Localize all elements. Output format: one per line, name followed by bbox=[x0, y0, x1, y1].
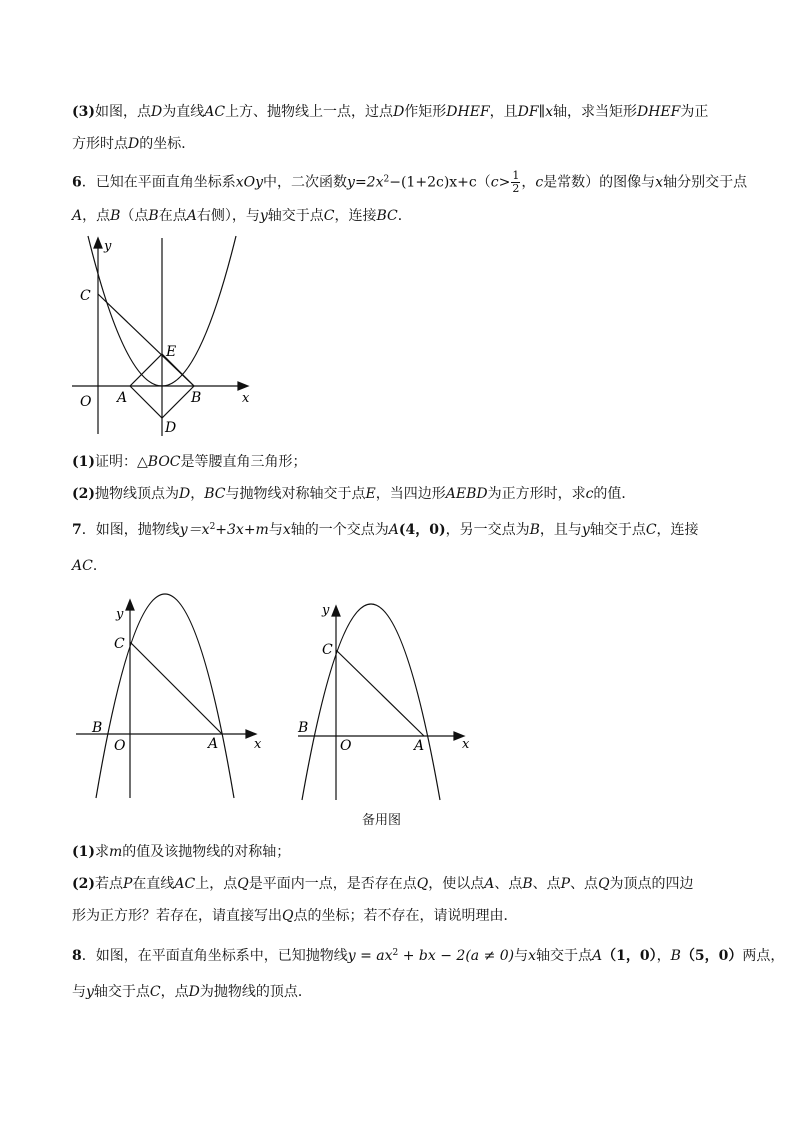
backup-figure-caption: 备用图 bbox=[362, 813, 402, 828]
q5-part3-line1 bbox=[72, 102, 708, 122]
var-d: D bbox=[188, 984, 200, 1000]
var-y: y bbox=[259, 208, 268, 224]
text: 两点， bbox=[742, 948, 785, 964]
var-ac: AC bbox=[174, 876, 196, 892]
var-boc: BOC bbox=[147, 454, 181, 470]
text: 上，点 bbox=[195, 876, 238, 892]
label-x: x bbox=[462, 737, 470, 752]
parabola bbox=[96, 594, 234, 798]
label-o: O bbox=[80, 394, 92, 410]
q6-figure bbox=[70, 234, 270, 440]
q7-part1 bbox=[72, 842, 290, 862]
var-ac: AC bbox=[72, 558, 93, 574]
label-x: x bbox=[242, 391, 250, 406]
text: 轴交于点 bbox=[536, 948, 593, 964]
fraction bbox=[511, 170, 520, 195]
var-d: D bbox=[128, 136, 140, 152]
y-axis-arrow-icon bbox=[126, 600, 134, 610]
q7-line1 bbox=[72, 520, 699, 540]
coordinate: (4，0) bbox=[398, 522, 446, 538]
text: 在直线 bbox=[132, 876, 175, 892]
part-label: (3) bbox=[72, 104, 95, 120]
q6-part2 bbox=[72, 484, 635, 504]
var-aebd: AEBD bbox=[445, 486, 488, 502]
coordinate: （5，0） bbox=[680, 948, 743, 964]
function: y = ax bbox=[347, 948, 393, 964]
y-axis-arrow-icon bbox=[94, 238, 102, 248]
var-d: D bbox=[179, 486, 191, 502]
part-label: (2) bbox=[72, 486, 95, 502]
function: −(1+2c)x+c bbox=[389, 174, 477, 191]
var-x: x bbox=[545, 104, 553, 120]
text: 轴交于点 bbox=[93, 984, 150, 1000]
var-bc: BC bbox=[376, 208, 398, 224]
text: ，且与 bbox=[539, 522, 582, 538]
text: ．已知在平面直角坐标系 bbox=[81, 174, 236, 191]
var-bc: BC bbox=[204, 486, 226, 502]
text: 轴交于点 bbox=[267, 208, 324, 224]
text: ，点 bbox=[82, 208, 111, 224]
text: 为顶点的四边 bbox=[609, 876, 694, 892]
var-d: D bbox=[393, 104, 405, 120]
q7-part2-line1 bbox=[72, 874, 694, 894]
question-number: 6 bbox=[72, 174, 82, 191]
text: 轴交于点 bbox=[589, 522, 646, 538]
q6-line2 bbox=[72, 206, 412, 226]
q8-line1 bbox=[72, 946, 784, 966]
var-q: Q bbox=[282, 908, 294, 924]
text: 是等腰直角三角形； bbox=[180, 454, 307, 470]
function: + bx − 2 bbox=[398, 948, 466, 964]
text: 的坐标． bbox=[139, 136, 196, 152]
label-o: O bbox=[114, 738, 126, 754]
q7-line2 bbox=[72, 556, 107, 576]
text: 作矩形 bbox=[404, 104, 447, 120]
text: 若点 bbox=[95, 876, 123, 892]
var-a: A bbox=[186, 208, 197, 224]
function: +3x+m bbox=[215, 522, 269, 538]
text: 轴分别交于点 bbox=[663, 174, 748, 191]
text: 与抛物线对称轴交于点 bbox=[225, 486, 366, 502]
var-x: x bbox=[528, 948, 537, 964]
var-a: A bbox=[388, 522, 399, 538]
text: ，且 bbox=[489, 104, 518, 120]
var-y: y bbox=[581, 522, 590, 538]
text: 为直线 bbox=[162, 104, 205, 120]
var-c: c bbox=[490, 174, 499, 191]
q7-figure-main bbox=[74, 588, 274, 802]
var-a: A bbox=[72, 208, 83, 224]
text: 点的坐标；若不存在，请说明理由． bbox=[293, 908, 518, 924]
text: 证明：△ bbox=[95, 454, 148, 470]
var-c: c bbox=[535, 174, 544, 191]
text: 上方、抛物线上一点，过点 bbox=[225, 104, 394, 120]
var-b: B bbox=[110, 208, 121, 224]
var-a: A bbox=[484, 876, 495, 892]
coordinate: （1，0） bbox=[602, 948, 657, 964]
var-q: Q bbox=[416, 876, 429, 892]
text: 为抛物线的顶点． bbox=[199, 984, 312, 1000]
text: 与 bbox=[72, 984, 86, 1000]
part-label: (2) bbox=[72, 876, 95, 892]
var-x: x bbox=[282, 522, 291, 538]
text: 与 bbox=[514, 948, 529, 964]
text: ，连接 bbox=[656, 522, 699, 538]
label-d: D bbox=[165, 420, 177, 436]
var-y: y bbox=[86, 984, 94, 1000]
question-number: 7 bbox=[72, 522, 82, 538]
var-q: Q bbox=[598, 876, 610, 892]
label-y: y bbox=[116, 607, 124, 622]
text: 形为正方形？若存在，请直接写出 bbox=[72, 908, 282, 924]
var-b: B bbox=[148, 208, 159, 224]
q7-figure-backup bbox=[296, 600, 476, 802]
var-p: P bbox=[560, 876, 571, 892]
text: ． bbox=[397, 208, 412, 224]
label-y: y bbox=[104, 239, 112, 254]
var-c: C bbox=[149, 984, 161, 1000]
fraction-denominator: 2 bbox=[512, 182, 520, 195]
text: 轴，求当矩形 bbox=[553, 104, 637, 120]
text: 是常数）的图像与 bbox=[543, 174, 656, 191]
label-a: A bbox=[117, 390, 128, 406]
var-b: B bbox=[529, 522, 540, 538]
var-b: B bbox=[670, 948, 681, 964]
label-c: C bbox=[80, 288, 91, 304]
var-m: m bbox=[109, 844, 123, 860]
text: > bbox=[498, 174, 511, 191]
text: ， bbox=[656, 948, 671, 964]
q6-line1 bbox=[72, 170, 747, 195]
var-q: Q bbox=[237, 876, 249, 892]
exponent: 2 bbox=[392, 948, 399, 958]
var-x: x bbox=[655, 174, 664, 191]
condition: (a ≠ 0) bbox=[465, 948, 515, 964]
text: 为正 bbox=[680, 104, 709, 120]
text: ，当四边形 bbox=[375, 486, 446, 502]
question-number: 8 bbox=[72, 948, 82, 964]
text: ， bbox=[521, 174, 536, 191]
var-e: E bbox=[365, 486, 376, 502]
y-axis-arrow-icon bbox=[332, 606, 340, 616]
q8-line2 bbox=[72, 982, 312, 1002]
function: y=2x bbox=[347, 174, 384, 191]
text: ． bbox=[92, 558, 107, 574]
text: 方形时点 bbox=[72, 136, 128, 152]
text: ．如图，在平面直角坐标系中，已知抛物线 bbox=[81, 948, 348, 964]
label-b: B bbox=[92, 720, 103, 736]
text: （点 bbox=[120, 208, 149, 224]
label-o: O bbox=[340, 738, 352, 754]
var-df: DF bbox=[517, 104, 539, 120]
var-c: c bbox=[585, 486, 594, 502]
var-ac: AC bbox=[204, 104, 226, 120]
text: 的值及该抛物线的对称轴； bbox=[122, 844, 291, 860]
function: y＝x bbox=[179, 522, 210, 538]
var-a: A bbox=[592, 948, 603, 964]
text: ，使以点 bbox=[428, 876, 485, 892]
text: ， bbox=[190, 486, 205, 502]
text: ，连接 bbox=[334, 208, 377, 224]
parallel-symbol: ∥ bbox=[538, 104, 546, 120]
text: 的值． bbox=[593, 486, 636, 502]
text: 中，二次函数 bbox=[263, 174, 348, 191]
q7-part2-line2 bbox=[72, 906, 517, 926]
text: ．如图，抛物线 bbox=[81, 522, 180, 538]
label-b: B bbox=[298, 720, 309, 736]
text: 轴的一个交点为 bbox=[290, 522, 389, 538]
x-axis-arrow-icon bbox=[238, 382, 248, 390]
text: 右侧），与 bbox=[196, 208, 260, 224]
exponent: 2 bbox=[209, 522, 216, 532]
parabola bbox=[302, 604, 440, 800]
var-p: P bbox=[123, 876, 133, 892]
text: 求 bbox=[95, 844, 109, 860]
var-xoy: xOy bbox=[235, 174, 264, 191]
text: 与 bbox=[268, 522, 283, 538]
text: 、点 bbox=[532, 876, 561, 892]
text: 、点 bbox=[570, 876, 599, 892]
var-dhef: DHEF bbox=[637, 104, 681, 120]
var-d: D bbox=[151, 104, 163, 120]
segment-ca bbox=[130, 642, 222, 734]
exponent: 2 bbox=[383, 174, 390, 185]
part-label: (1) bbox=[72, 454, 95, 470]
var-b: B bbox=[522, 876, 533, 892]
label-c: C bbox=[114, 636, 125, 652]
segment-ca bbox=[336, 650, 424, 736]
q5-part3-line2 bbox=[72, 134, 195, 154]
label-y: y bbox=[322, 603, 330, 618]
label-e: E bbox=[166, 344, 177, 360]
text: 是平面内一点，是否存在点 bbox=[248, 876, 417, 892]
text: 在点 bbox=[158, 208, 187, 224]
text: 、点 bbox=[494, 876, 523, 892]
var-dhef: DHEF bbox=[446, 104, 490, 120]
label-c: C bbox=[322, 642, 333, 658]
text: ，点 bbox=[160, 984, 189, 1000]
label-a: A bbox=[208, 736, 219, 752]
text: 如图，点 bbox=[95, 104, 151, 120]
label-x: x bbox=[254, 737, 262, 752]
var-c: C bbox=[645, 522, 657, 538]
label-b: B bbox=[191, 390, 202, 406]
text: 为正方形时，求 bbox=[487, 486, 586, 502]
q6-part1 bbox=[72, 452, 307, 472]
text: ，另一交点为 bbox=[445, 522, 530, 538]
text: 抛物线顶点为 bbox=[95, 486, 179, 502]
text: （ bbox=[476, 174, 491, 191]
fraction-numerator: 1 bbox=[512, 169, 520, 182]
var-c: C bbox=[323, 208, 335, 224]
part-label: (1) bbox=[72, 844, 95, 860]
label-a: A bbox=[414, 738, 425, 754]
